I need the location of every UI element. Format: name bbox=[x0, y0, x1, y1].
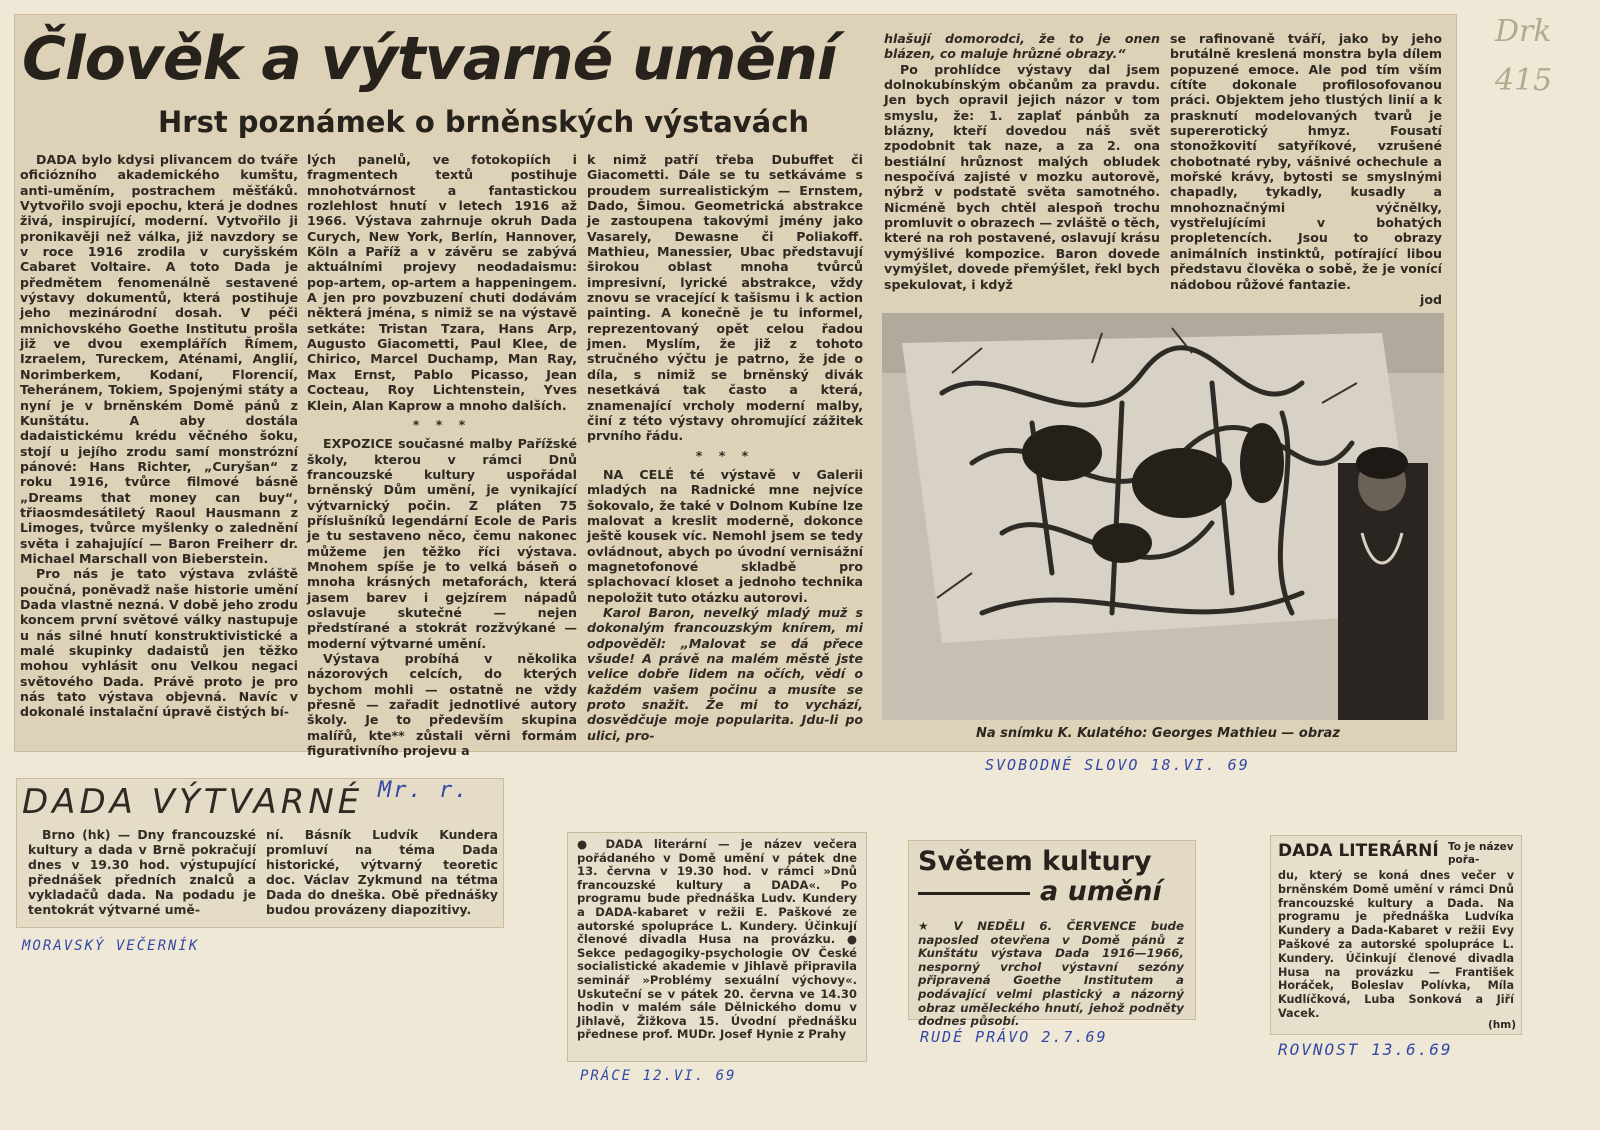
column-2-para-3: Výstava probíhá v několika názorových celcích, do kterých bychom mohli — ostatně ne vždy přesně — zařadit jednotlivé autory školy. Je to především skupina malířů, kte** zůstali věrni formám figurativního projevu a bbox=[307, 651, 577, 759]
column-3-para-1: k nimž patří třeba Dubuffet či Giacometti. Dále se tu setkáváme s proudem surrealistickým — Ernstem, Dado, Šimou. Geometrická abstrakce je zastoupena takovými jmény jako Vasarely, Dewasne či Poliakoff. Mathieu, Manessier, Ubac představují širokou oblast mnoha tvůrců impresivní, lyrické abstrakce, vždy znovu se vracející k tašismu i k action painting. A konečně je tu informel, reprezentovaný opět celou řadou jmen. Myslím, že již z tohoto stručného výčtu je patrno, že jde o díla, s nimiž se brněnský divák nesetkává tak často a která, znamenající vrcholy moderní malby, činí z této výstavy ohromující zážitek prvního řádu. bbox=[587, 152, 863, 444]
article-subheadline: Hrst poznámek o brněnských výstavách bbox=[158, 105, 810, 139]
pencil-note-line-1: Drk bbox=[1495, 14, 1552, 49]
pencil-note-line-2: 415 bbox=[1495, 63, 1553, 98]
source-note-svobodne-slovo: SVOBODNÉ SLOVO 18.VI. 69 bbox=[985, 756, 1250, 774]
clipping-prace bbox=[567, 832, 867, 1062]
clipping-rovnost bbox=[1270, 835, 1522, 1035]
column-1-para-1: DADA bylo kdysi plivancem do tváře oficiózního akademického kumštu, anti-uměním, postrachem měšťáků. Vytvořilo svoji epochu, která je dodnes živá, inspirující, moderní. Vytvořilo ji pronikavěji než válka, již navzdory se v roce 1916 zrodila v curyšském Cabaret Voltaire. A toto Dada je předmětem fenomenálně sestavené výstavy dokumentů, která postihuje jeho mezinárodní dosah. V péči mnichovského Goethe Institutu prošla již ve dvou exemplářích Římem, Izraelem, Tureckem, Aténami, Anglií, Norimberkem, Kodaní, Florencií, Teheránem, Tokiem, Spojenými státy a nyní je v brněnském Domě pánů z Kunštátu. A aby dostála dadaistickému krédu věčného šoku, stojí u jejího zrodu samí monstrózní pánové: Hans Richter, „Curyšan“ z roku 1916, tvůrce filmové básně „Dreams that money can buy“, třiaosmdesátiletý Raoul Hausmann z Limoges, tvůrce myšlenky o zalednění světa i zahajující — Baron Freiherr dr. Michael Marschall von Bieberstein. bbox=[20, 152, 298, 566]
handwritten-note-mr: Mr. r. bbox=[378, 778, 470, 803]
column-1-para-2: Pro nás je tato výstava zvláště poučná, poněvadž naše historie umění Dada vlastně nezná. V době jeho zrodu koncem první světové války nastupuje u nás silné hnutí konstruktivistické a malé skupinky dadaistů jen těžko mohou vyhlásit onu Velkou negaci světového Dada. Právě proto je pro nás tato výstava objevná. Navíc v dokonalé instalační úpravě čistých bí- bbox=[20, 566, 298, 720]
column-3 bbox=[587, 152, 863, 743]
archive-pencil-note bbox=[1495, 14, 1552, 98]
column-2 bbox=[307, 152, 577, 758]
dada-vytvarne-col-2: ní. Básník Ludvík Kundera promluví na téma Dada historické, výtvarný teoretic doc. Václav Zykmund na tétma Dada do dneška. Obě přednášky budou provázeny diapozitivy. bbox=[266, 827, 498, 917]
rovnost-lead: To je název pořa- bbox=[1448, 841, 1514, 866]
dada-vytvarne-title: DADA VÝTVARNÉ bbox=[22, 782, 364, 822]
photo-mathieu-painting bbox=[882, 313, 1444, 720]
rovnost-signature: (hm) bbox=[1487, 1019, 1516, 1031]
source-note-prace: PRÁCE 12.VI. 69 bbox=[580, 1068, 737, 1084]
column-4-para-2: Po prohlídce výstavy dal jsem dolnokubínským občanům za pravdu. Jen bych opravil jejich názor v tom smyslu, že: 1. zaplať pánbůh za blázny, kteří dovedou náš svět zpodobnit tak naze, a za 2. ona bestiální hrůznost malých obludek nespočívá zajisté v mozku autorově, nýbrž v podstatě světa samotného. Nicméně bych chtěl alespoň trochu promluvit o obrazech — zvláště o těch, které na roh postavené, oslavují krásu vymýšlivé kompozice. Baron dovede vymýšlet, dovede přemýšlet, řekl bych spekulovat, i když bbox=[884, 61, 1160, 292]
prace-text: ● DADA literární — je název večera pořádaného v Domě umění v pátek dne 13. června v 19.30 hod. v rámci »Dnů francouzské kultury a DADA«. Po programu bude přednáška Ludv. Kundery a DADA-kabaret v režii E. Paškové ze autorské spolupráce L. Kundery. Účinkují členové divadla Husa na provázku. ● Sekce pedagogiky-psychologie OV České socialistické akademie v Jihlavě připravila seminář »Problémy sexuální výchovy«. Uskuteční se v pátek 20. června ve 14.30 hodin v malém sále Dělnického domu v Jihlavě, Žižkova 15. Úvodní přednášku přednese prof. MUDr. Josef Hynie z Prahy bbox=[577, 837, 857, 1042]
column-5 bbox=[1170, 31, 1442, 307]
rovnost-title: DADA LITERÁRNÍ bbox=[1278, 841, 1439, 861]
dada-vytvarne-col-1: Brno (hk) — Dny francouzské kultury a dada v Brně pokračují dnes v 19.30 hod. výstupující přednášek předních znalců a vykladačů dada. Na podadu je tentokrát výtvarné umě- bbox=[28, 827, 256, 917]
rude-pravo-title-rule bbox=[918, 892, 1030, 895]
section-divider-stars: * * * bbox=[412, 416, 472, 432]
article-headline: Člověk a výtvarné umění bbox=[22, 24, 837, 94]
column-2-para-1: lých panelů, ve fotokopiích i fragmentech textů postihuje mnohotvárnost a fantastickou rozlehlost hnutí v letech 1916 až 1966. Výstava zahrnuje okruh Dada Curych, New York, Berlín, Hannover, Köln a Paříž a v závěru se zabývá aktuálními projevy neodadaismu: pop-artem, op-artem a happeningem. A jen pro povzbuzení chuti dodávám některá jména, s nimiž se na výstavě setkáte: Tristan Tzara, Hans Arp, Augusto Giacometti, Paul Klee, de Chirico, Marcel Duchamp, Man Ray, Max Ernst, Pablo Picasso, Jean Cocteau, Roy Lichtenstein, Yves Klein, Alan Kaprow a mnoho dalších. bbox=[307, 152, 577, 413]
source-note-rude-pravo: RUDÉ PRÁVO 2.7.69 bbox=[920, 1028, 1108, 1046]
column-4-para-1: hlašují domorodci, že to je onen blázen, co maluje hrůzné obrazy.“ bbox=[884, 31, 1160, 62]
column-1 bbox=[20, 152, 298, 720]
photo-caption: Na snímku K. Kulatého: Georges Mathieu — obraz bbox=[976, 726, 1340, 741]
rovnost-text: du, který se koná dnes večer v brněnském Domě umění v rámci Dnů francouzské kultury a Dada. Na programu je přednáška Ludvíka Kundery a Dada-Kabaret v režii Evy Paškové za autorské spolupráce L. Kundery. Účinkují členové divadla Husa na provázku — František Horáček, Boleslav Polívka, Míla Kudlíčková, Luba Sonková a Jiří Vacek. bbox=[1278, 869, 1514, 1020]
clipping-rude-pravo bbox=[908, 840, 1196, 1029]
section-divider-stars: * * * bbox=[695, 447, 755, 463]
column-5-sign: jod bbox=[1420, 291, 1442, 307]
rude-pravo-text: ★ V NEDĚLI 6. ČERVENCE bude naposled otevřena v Domě pánů z Kunštátu výstava Dada 1916—1966, nesporný vrchol výstavní sezóny připravená Goethe Institutem a podávající velmi plastický a názorný obraz uměleckého hnutí, jehož podněty dodnes působí. bbox=[918, 919, 1184, 1029]
column-3-para-2: NA CELÉ té výstavě v Galerii mladých na Radnické mne nejvíce šokovalo, že také v Dolnom Kubíne lze malovat a kreslit moderně, dokonce ještě kousek víc. Nemohl jsem se tedy ovládnout, abych po úvodní vernisážní magnetofonové skladbě pro splachovací kloset a jednoho technika nepoložit tuto otázku autorovi. bbox=[587, 466, 863, 605]
column-3-para-3: Karol Baron, nevelký mladý muž s dokonalým francouzským knírem, mi odpověděl: „Malovat se dá přece všude! A právě na malém městě jste velice dobře lidem na očích, vědí o každém vašem počinu a musíte se proto snažit. Že mi to vychází, dosvědčuje moje popularita. Jdu-li po ulici, pro- bbox=[587, 604, 863, 743]
rude-pravo-title-line-2: a umění bbox=[1040, 876, 1162, 907]
column-4 bbox=[884, 31, 1160, 292]
column-5-para-1: se rafinovaně tváří, jako by jeho brutálně kreslená monstra byla dílem popuzené emoce. Ale pod tím vším cítíte dokonale profilosofovanou práci. Objektem jeho tlustých linií a k prasknutí modelovaných tvarů je supererotický hmyz. Fousatí stonožkovití satyříkové, vzrušené chobotnaté ryby, vášnivé ochechule a mořské krávy, bytosti se smyslnými chapadly, tykadly, kusadly a mnohoznačnými výčnělky, vystřelujícími v bohatých propletencích. Jsou to obrazy animálních instinktů, potírající libou představu člověka o sobě, že je vonící nádobou růžové fantazie. bbox=[1170, 31, 1442, 292]
photo-illustration bbox=[882, 313, 1444, 720]
rude-pravo-title-line-1: Světem kultury bbox=[918, 846, 1152, 877]
source-note-moravsky-vecernik: MORAVSKÝ VEČERNÍK bbox=[22, 938, 200, 954]
source-note-rovnost: ROVNOST 13.6.69 bbox=[1278, 1040, 1453, 1059]
column-2-para-2: EXPOZICE současné malby Pařížské školy, kterou v rámci Dnů francouzské kultury uspořádal brněnský Dům umění, je vynikající výtvarnický počin. Z pláten 75 příslušníků legendární Ecole de Paris je tu sestaveno něco, čemu nakonec můžeme jen těžko říci výstava. Mnohem spíše je to velká báseň o mnoha krásných metaforách, která jasem barev i gejzírem nápadů oslavuje skutečné — nejen předstírané a stokrát rozžvýkané — moderní výtvarné umění. bbox=[307, 436, 577, 651]
